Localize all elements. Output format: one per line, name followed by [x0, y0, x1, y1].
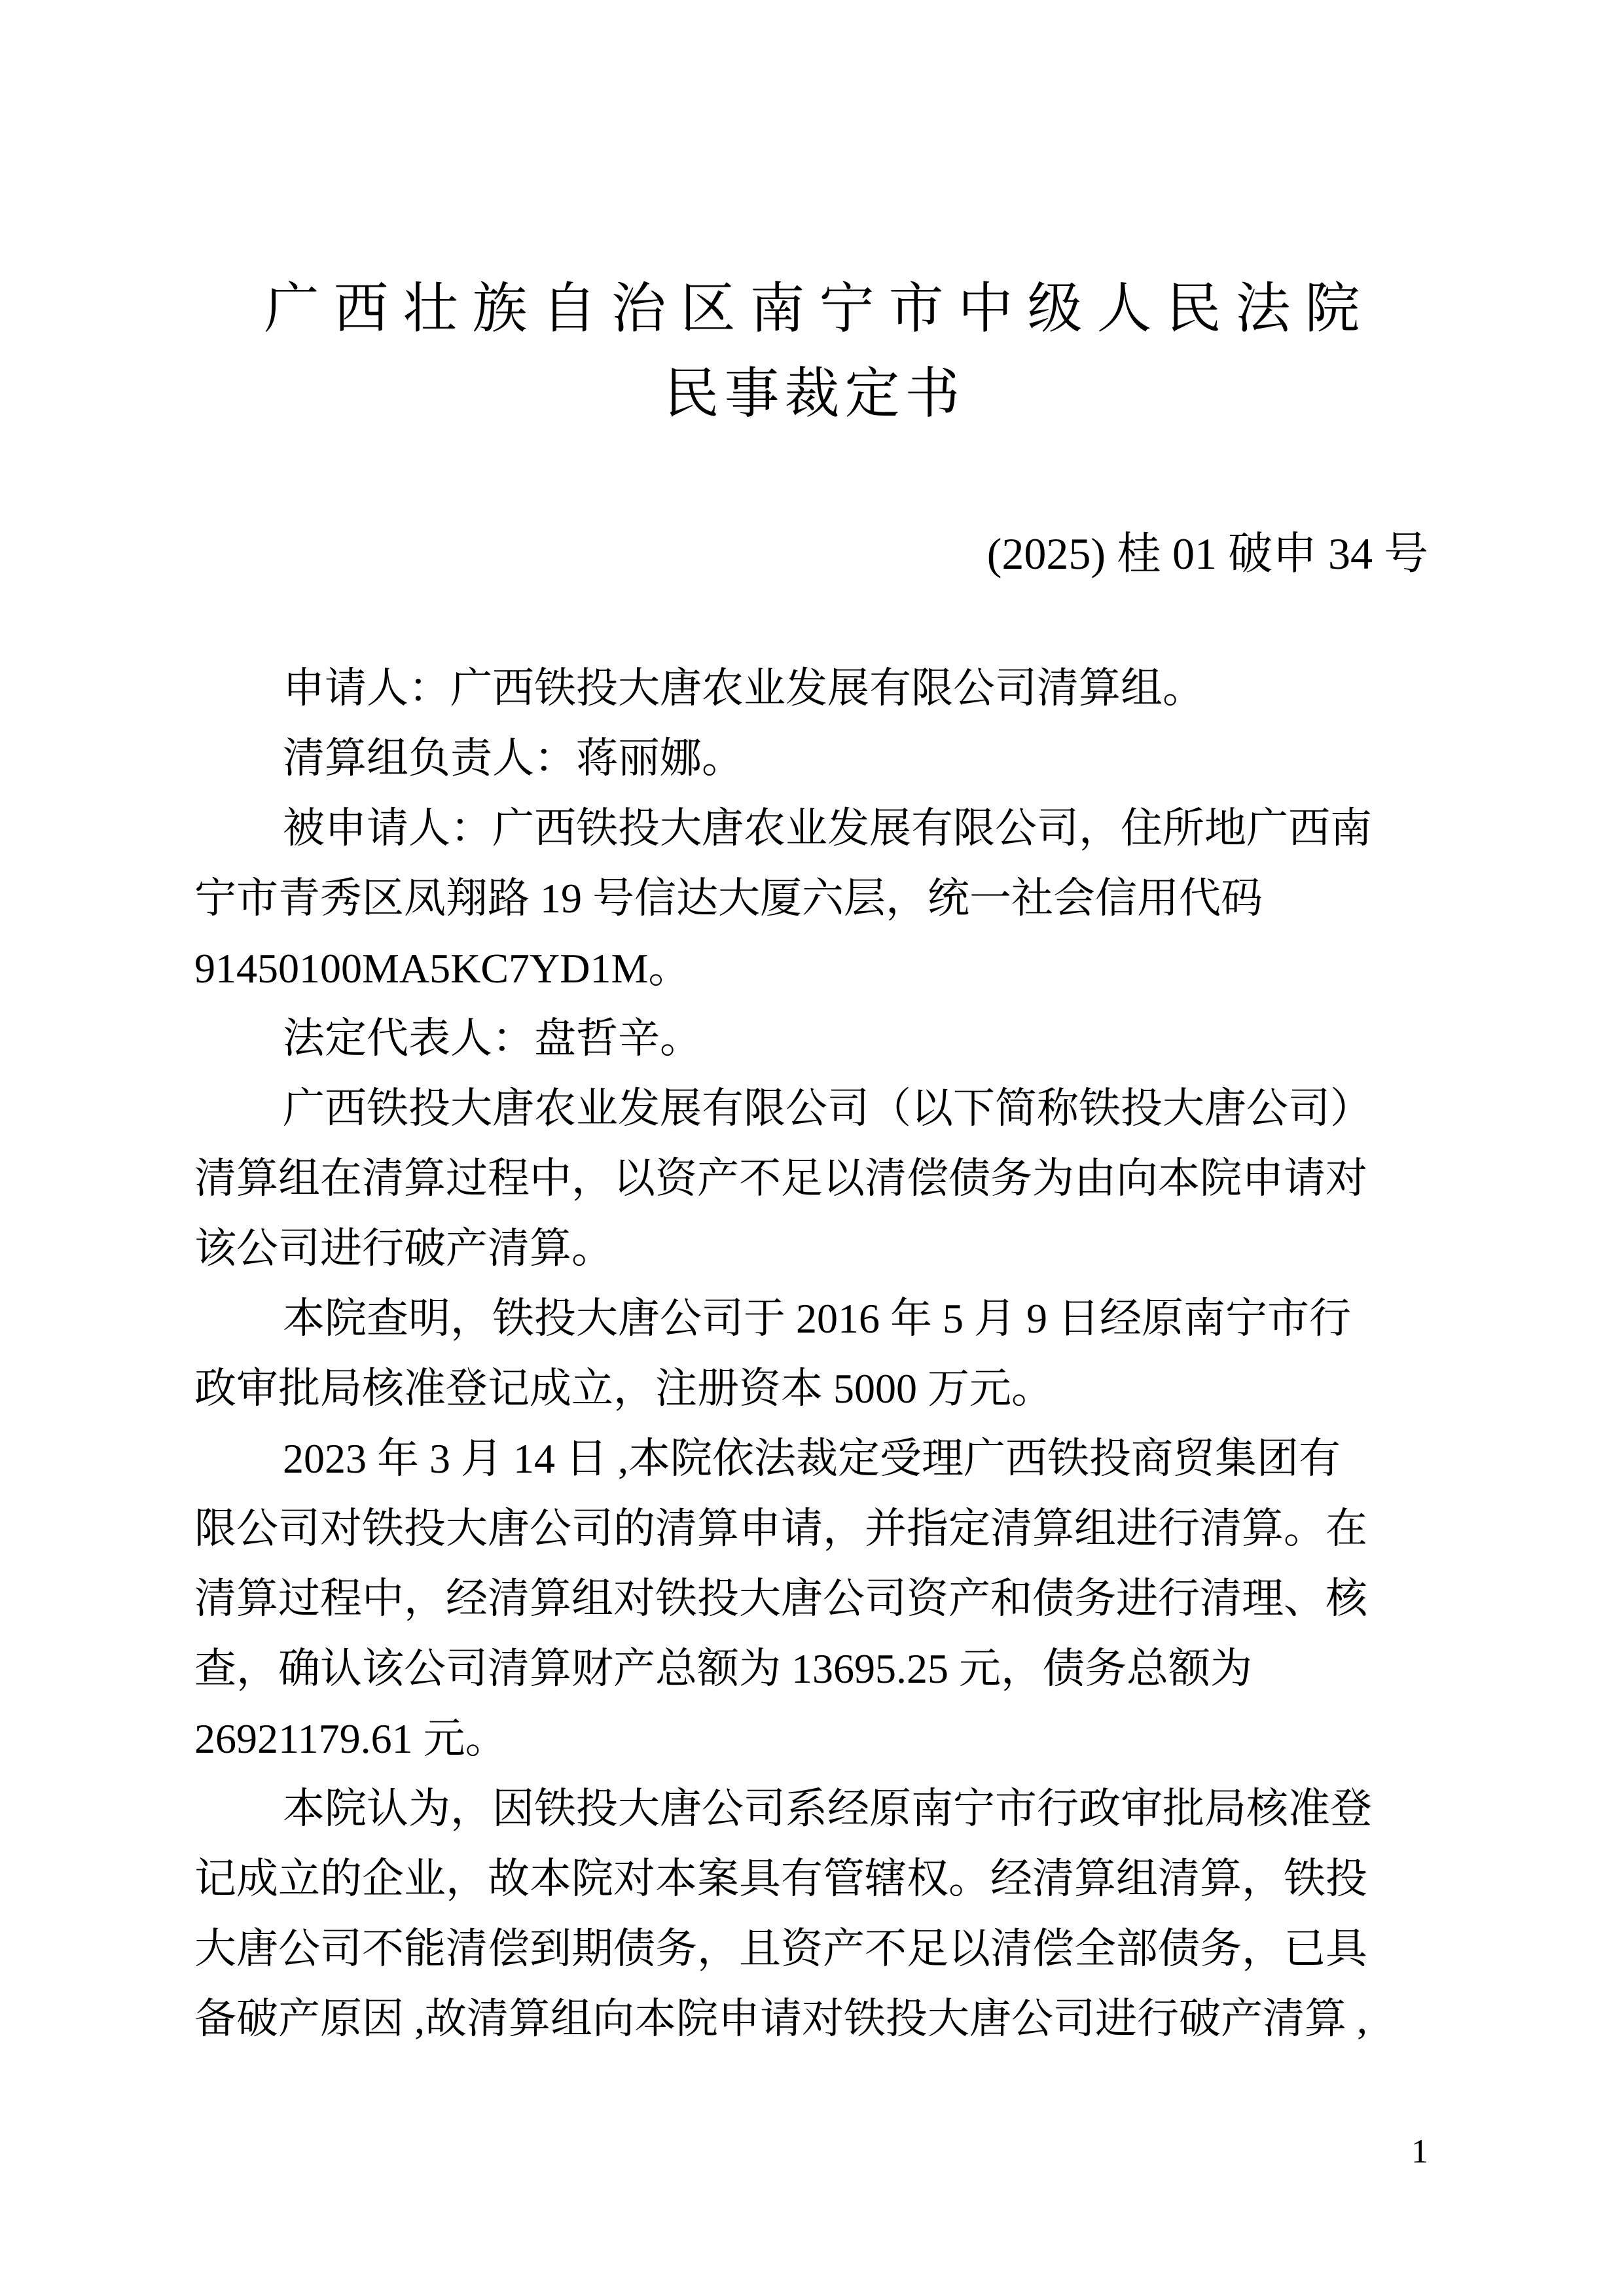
text-line: 清算过程中，经清算组对铁投大唐公司资产和债务进行清理、核: [194, 1575, 1367, 1622]
text-line: 26921179.61 元。: [194, 1715, 507, 1762]
text-line: 本院认为，因铁投大唐公司系经原南宁市行政审批局核准登: [283, 1785, 1372, 1832]
text-line: 政审批局核准登记成立，注册资本 5000 万元。: [194, 1365, 1053, 1412]
court-name: 广西壮族自治区南宁市中级人民法院: [264, 279, 1375, 340]
text-line: 本院查明，铁投大唐公司于 2016 年 5 月 9 日经原南宁市行: [283, 1295, 1351, 1342]
text-line: 被申请人：广西铁投大唐农业发展有限公司，住所地广西南: [283, 805, 1372, 852]
text-line: 清算组在清算过程中，以资产不足以清偿债务为由向本院申请对: [194, 1155, 1367, 1202]
page-number: 1: [1411, 2133, 1428, 2170]
document-type-title: 民事裁定书: [664, 364, 965, 425]
document-body: [194, 653, 1545, 2054]
text-line: 91450100MA5KC7YD1M。: [194, 945, 691, 992]
text-line: 该公司进行破产清算。: [194, 1225, 613, 1272]
case-number: (2025) 桂 01 破申 34 号: [986, 529, 1428, 579]
text-line: 法定代表人：盘哲辛。: [283, 1015, 702, 1062]
text-line: 备破产原因 ,故清算组向本院申请对铁投大唐公司进行破产清算 ,: [194, 1996, 1367, 2042]
text-line: 记成立的企业，故本院对本案具有管辖权。经清算组清算，铁投: [194, 1856, 1367, 1902]
text-line: 宁市青秀区凤翔路 19 号信达大厦六层，统一社会信用代码: [194, 875, 1263, 922]
text-line: 广西铁投大唐农业发展有限公司（以下简称铁投大唐公司）: [283, 1085, 1372, 1132]
text-line: 2023 年 3 月 14 日 ,本院依法裁定受理广西铁投商贸集团有: [283, 1435, 1341, 1482]
text-line: 限公司对铁投大唐公司的清算申请，并指定清算组进行清算。在: [194, 1505, 1367, 1552]
text-line: 大唐公司不能清偿到期债务，且资产不足以清偿全部债务，已具: [194, 1926, 1367, 1972]
text-line: 查，确认该公司清算财产总额为 13695.25 元，债务总额为: [194, 1645, 1252, 1692]
text-line: 清算组负责人：蒋丽娜。: [283, 735, 744, 781]
text-line: 申请人：广西铁投大唐农业发展有限公司清算组。: [283, 665, 1204, 711]
